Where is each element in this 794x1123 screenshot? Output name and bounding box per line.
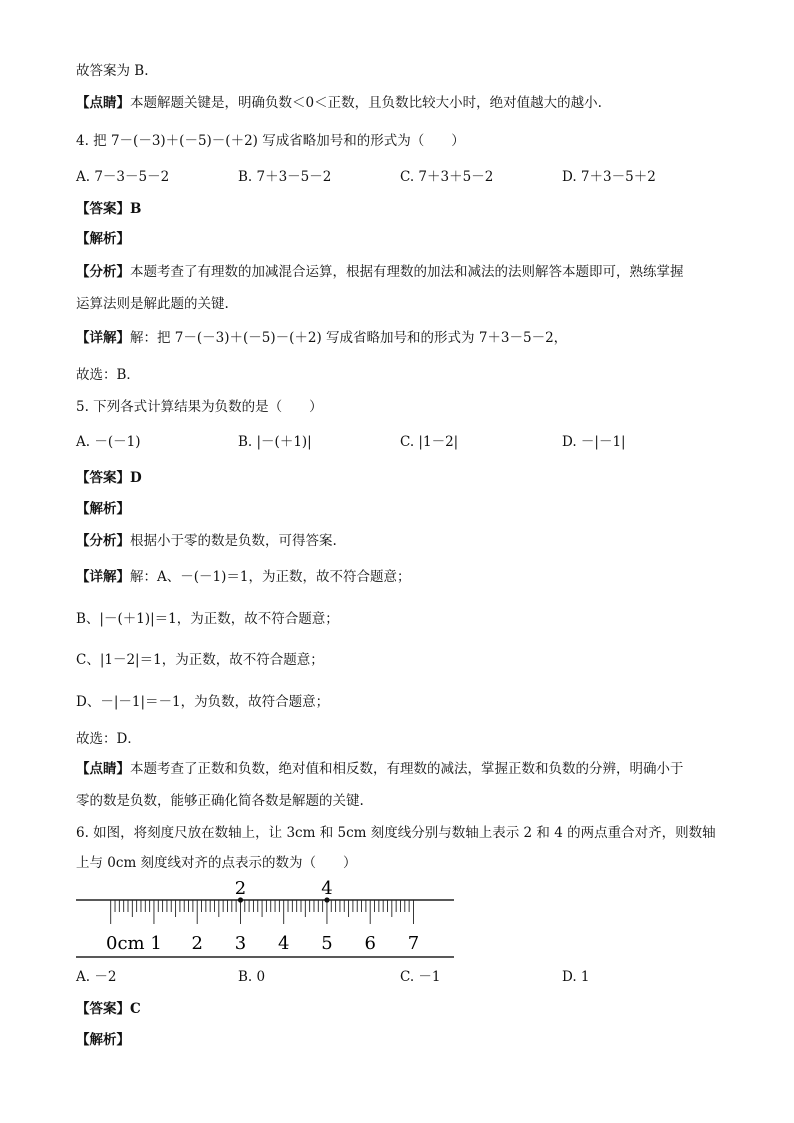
q6-option-a: A. －2 <box>76 969 117 985</box>
q6-option-d: D. 1 <box>562 969 590 985</box>
fenxi-text: 本题考查了有理数的加减混合运算，根据有理数的加法和减法的法则解答本题即可，熟练掌握 <box>130 264 684 280</box>
detail-text: 解：把 7－(－3)＋(－5)－(＋2) 写成省略加号和的形式为 7＋3－5－2， <box>130 330 568 346</box>
q6-option-c: C. －1 <box>400 969 441 985</box>
q5-option-a: A. －(－1) <box>76 434 141 450</box>
question-6-line-1: 6. 如图，将刻度尺放在数轴上，让 3cm 和 5cm 刻度线分别与数轴上表示 2 和 4 的两点重合对齐，则数轴 <box>76 825 716 841</box>
q4-fenxi-line-2: 运算法则是解此题的关键. <box>76 296 229 312</box>
q5-detail-a <box>76 567 410 587</box>
axis-label-2: 2 <box>234 878 247 899</box>
q4-answer: 【答案】B <box>76 201 142 217</box>
q5-detail-d: D、－|－1|＝－1，为负数，故符合题意； <box>76 694 330 710</box>
q5-detail-b: B、|－(＋1)|＝1，为正数，故不符合题意； <box>76 611 339 627</box>
detail-tag: 【详解】 <box>76 330 130 346</box>
detail-text: 解：A、－(－1)＝1，为正数，故不符合题意； <box>130 569 411 585</box>
fenxi-tag: 【分析】 <box>76 264 130 280</box>
line-answer-b: 故答案为 B. <box>76 63 149 79</box>
note-text: 本题解题关键是，明确负数＜0＜正数，且负数比较大小时，绝对值越大的越小. <box>130 95 602 111</box>
q5-option-c: C. |1－2| <box>400 434 459 450</box>
q5-fenxi <box>76 531 337 551</box>
ruler-label-0cm-1: 0cm 1 <box>106 933 162 954</box>
ruler-label-3: 3 <box>234 933 247 954</box>
question-6-line-2: 上与 0cm 刻度线对齐的点表示的数为（ ） <box>76 855 357 871</box>
q4-choice: 故选：B． <box>76 367 140 383</box>
axis-label-4: 4 <box>321 878 333 899</box>
fenxi-text: 根据小于零的数是负数，可得答案. <box>130 533 337 549</box>
q6-option-b: B. 0 <box>238 969 266 985</box>
question-5: 5. 下列各式计算结果为负数的是（ ） <box>76 399 323 415</box>
q5-answer: 【答案】D <box>76 470 142 486</box>
q4-option-a: A. 7－3－5－2 <box>76 169 170 185</box>
ruler-label-7: 7 <box>407 933 420 954</box>
q4-analysis-heading: 【解析】 <box>76 231 130 247</box>
ruler-figure <box>70 872 462 964</box>
ruler-label-6: 6 <box>364 933 376 954</box>
note-line <box>76 93 602 113</box>
q4-option-d: D. 7＋3－5＋2 <box>562 169 656 185</box>
q6-answer: 【答案】C <box>76 1001 141 1017</box>
ruler-label-4: 4 <box>277 933 290 954</box>
note-tag: 【点睛】 <box>76 95 130 111</box>
detail-tag: 【详解】 <box>76 569 130 585</box>
q4-fenxi-line-1 <box>76 262 684 282</box>
ruler-label-5: 5 <box>321 933 333 954</box>
question-4: 4. 把 7－(－3)＋(－5)－(＋2) 写成省略加号和的形式为（ ） <box>76 133 465 149</box>
q6-analysis-heading: 【解析】 <box>76 1032 130 1048</box>
q5-note-line-2: 零的数是负数，能够正确化简各数是解题的关键. <box>76 793 364 809</box>
q5-choice: 故选：D． <box>76 731 141 747</box>
q5-detail-c: C、|1－2|＝1，为正数，故不符合题意； <box>76 652 324 668</box>
ruler-ticks <box>111 900 414 924</box>
ruler-label-2: 2 <box>191 933 203 954</box>
q4-option-b: B. 7＋3－5－2 <box>238 169 332 185</box>
q5-note-line-1 <box>76 759 684 779</box>
note-tag: 【点睛】 <box>76 761 130 777</box>
note-text: 本题考查了正数和负数，绝对值和相反数，有理数的减法，掌握正数和负数的分辨，明确小于 <box>130 761 684 777</box>
q5-option-d: D. －|－1| <box>562 434 626 450</box>
q4-option-c: C. 7＋3＋5－2 <box>400 169 494 185</box>
q4-detail <box>76 328 567 348</box>
q5-analysis-heading: 【解析】 <box>76 501 130 517</box>
fenxi-tag: 【分析】 <box>76 533 130 549</box>
q5-option-b: B. |－(＋1)| <box>238 434 312 450</box>
